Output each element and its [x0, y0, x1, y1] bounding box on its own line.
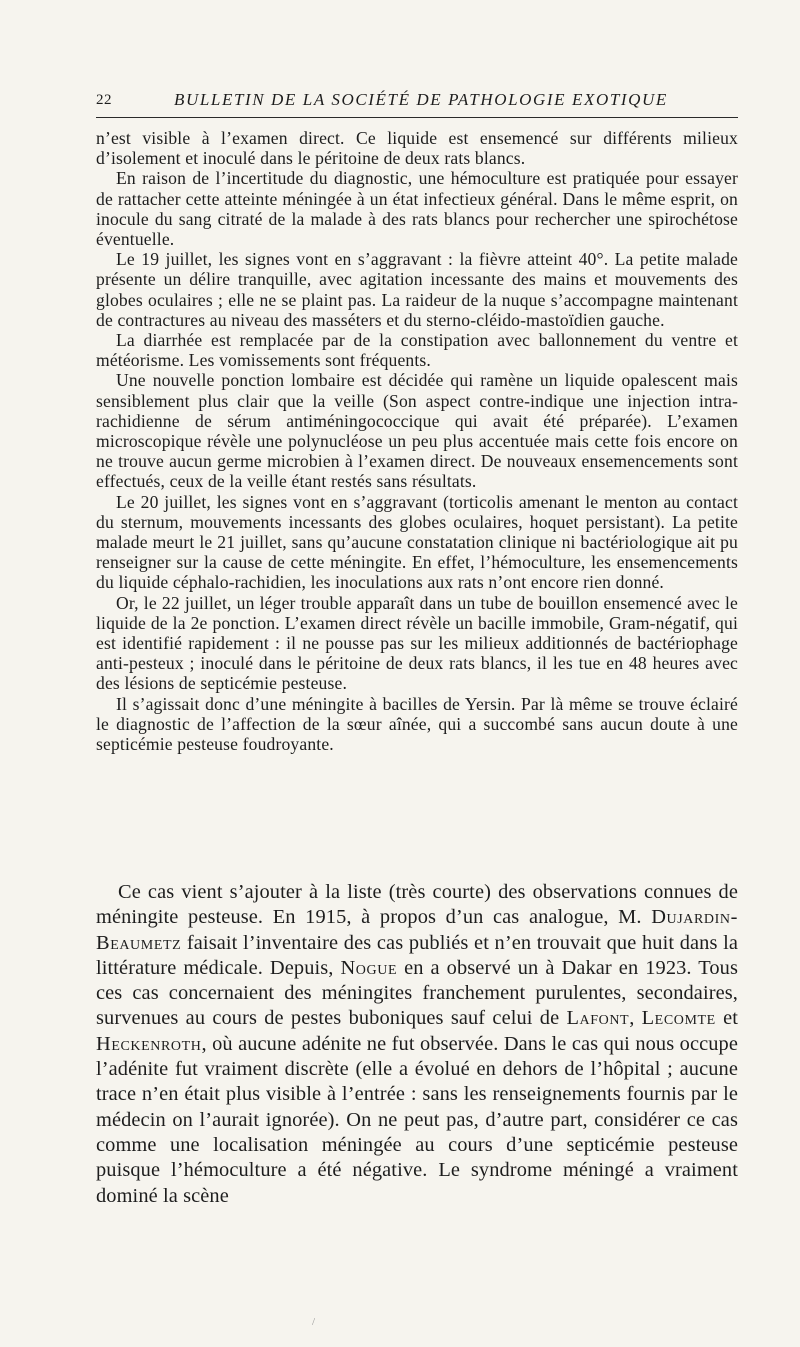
page-number: 22	[96, 92, 112, 108]
paragraph: n’est visible à l’examen direct. Ce liquide est ensemencé sur différents milieux d’isolement et inoculé dans le péritoine de deux rats blancs.	[96, 128, 738, 169]
text-run: faisait l’inventaire des cas publiés et n’en trouvait que huit dans la littérature médicale. Depuis,	[96, 931, 738, 979]
paragraph: En raison de l’incertitude du diagnostic, une hémoculture est pratiquée pour essayer de rattacher cette atteinte méningée à un état infectieux général. Dans le même esprit, on inocule du sang citraté de la malade à des rats blancs pour rechercher une spirochétose éventuelle.	[96, 168, 738, 250]
paragraph: Le 19 juillet, les signes vont en s’aggravant : la fièvre atteint 40°. La petite malade présente un délire tranquille, avec agitation incessante des mains et mouvements des globes oculaires ; elle ne se plaint pas. La raideur de la nuque s’accompagne maintenant de contractures au niveau des masséters et du sterno-cléido-mastoïdien gauche.	[96, 249, 738, 330]
text-run: Ce cas vient s’ajouter à la liste (très courte) des observations connues de méningite pesteuse. En 1915, à propos d’un cas analogue, M.	[96, 881, 738, 929]
page-mark: /	[312, 1316, 316, 1328]
discussion-text	[96, 880, 738, 1209]
paragraph: Il s’agissait donc d’une méningite à bacilles de Yersin. Par là même se trouve éclairé le diagnostic de l’affection de la sœur aînée, qui a succombé sans aucun doute à une septicémie pesteuse foudroyante.	[96, 693, 738, 755]
header-rule	[96, 117, 738, 118]
case-report-text	[96, 128, 738, 754]
text-run: , où aucune adénite ne fut observée. Dans le cas qui nous occupe l’adénite fut vraiment discrète (elle a évolué en dehors de l’hôpital ; aucune trace n’en était plus visible à l’entrée : sans les renseignements fournis par le médecin on l’aurait ignorée). On ne peut pas, d’autre part, considérer ce cas comme une localisation méningée au cours d’une septicémie pesteuse puisque l’hémoculture a été négative. Le syndrome méningé a vraiment dominé la scène	[96, 1032, 738, 1207]
discussion-paragraph	[96, 880, 738, 1209]
page-header	[96, 88, 738, 112]
text-run: en a observé un à Dakar en 1923. Tous ces cas concernaient des méningites franchement purulentes, secondaires, survenues au cours de pestes buboniques sauf celui de	[96, 956, 738, 1030]
author-name: Nogue	[340, 956, 398, 979]
author-name: Lafont	[566, 1007, 630, 1030]
paragraph: Le 20 juillet, les signes vont en s’aggravant (torticolis amenant le menton au contact du sternum, mouvements incessants des globes oculaires, hoquet persistant). La petite malade meurt le 21 juillet, sans qu’aucune constatation clinique ni bactériologique ait pu renseigner sur la cause de cette méningite. En effet, l’hémoculture, les ensemencements du liquide céphalo-rachidien, les inoculations aux rats n’ont encore rien donné.	[96, 491, 738, 593]
text-run: et	[715, 1007, 738, 1030]
paragraph: Or, le 22 juillet, un léger trouble apparaît dans un tube de bouillon ensemencé avec le liquide de la 2e ponction. L’examen direct révèle un bacille immobile, Gram-négatif, qui est identifié rapidement : il ne pousse pas sur les milieux additionnés de bactériophage anti-pesteux ; inoculé dans le péritoine de deux rats blancs, il les tue en 48 heures avec des lésions de septicémie pesteuse.	[96, 592, 738, 694]
author-name: Dujardin-Beaumetz	[96, 906, 738, 954]
author-name: Heckenroth	[96, 1032, 202, 1055]
running-title: BULLETIN DE LA SOCIÉTÉ DE PATHOLOGIE EXOTIQUE	[174, 90, 668, 109]
author-name: Lecomte	[641, 1007, 716, 1030]
paragraph: La diarrhée est remplacée par de la constipation avec ballonnement du ventre et météorisme. Les vomissements sont fréquents.	[96, 330, 738, 371]
text-run: ,	[629, 1007, 642, 1030]
paragraph: Une nouvelle ponction lombaire est décidée qui ramène un liquide opalescent mais sensiblement plus clair que la veille (Son aspect contre-indique une injection intra-rachidienne de sérum antiméningococcique qui avait été préparée). L’examen microscopique révèle une polynucléose un peu plus accentuée mais cette fois encore on ne trouve aucun germe microbien à l’examen direct. De nouveaux ensemencements sont effectués, ceux de la veille étant restés sans résultats.	[96, 370, 738, 492]
